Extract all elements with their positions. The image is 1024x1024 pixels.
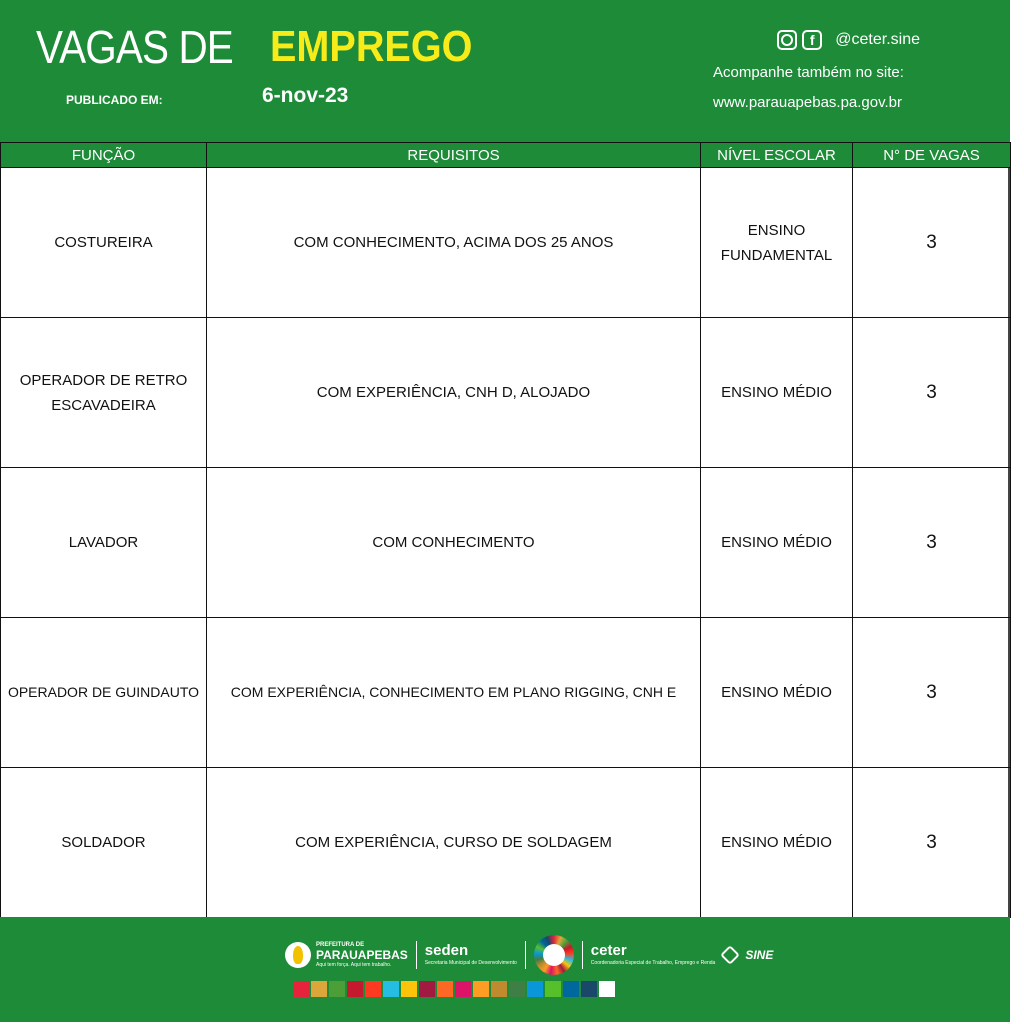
cell-nivel: ENSINO MÉDIO xyxy=(701,318,853,468)
cell-requisitos: COM EXPERIÊNCIA, CNH D, ALOJADO xyxy=(207,318,701,468)
cell-funcao: OPERADOR DE RETRO ESCAVADEIRA xyxy=(1,318,207,468)
sdg-goal-icon xyxy=(545,981,561,997)
table-row xyxy=(1,768,1011,918)
jobs-table xyxy=(0,142,1011,918)
sdg-goal-icon xyxy=(365,981,381,997)
cell-vagas: 3 xyxy=(853,618,1011,768)
cell-nivel: ENSINO MÉDIO xyxy=(701,768,853,918)
sdg-goal-icon xyxy=(473,981,489,997)
partner-logos xyxy=(285,935,773,975)
sdg-goal-icon xyxy=(383,981,399,997)
prefeitura-slogan: Aqui tem força. Aqui tem trabalho. xyxy=(316,962,392,968)
social-handle: @ceter.sine xyxy=(835,31,920,48)
cell-vagas: 3 xyxy=(853,468,1011,618)
logo-divider xyxy=(582,941,583,969)
instagram-icon[interactable] xyxy=(777,30,797,50)
header-requisitos: REQUISITOS xyxy=(207,143,701,168)
cell-requisitos: COM EXPERIÊNCIA, CONHECIMENTO EM PLANO RIGGING, CNH E xyxy=(207,618,701,768)
seden-subtitle: Secretaria Municipal de Desenvolvimento xyxy=(424,960,517,966)
cell-nivel: ENSINO FUNDAMENTAL xyxy=(701,168,853,318)
sdg-goal-icon xyxy=(293,981,309,997)
header-numero-vagas: N° DE VAGAS xyxy=(853,143,1011,168)
cell-vagas: 3 xyxy=(853,768,1011,918)
facebook-icon[interactable]: f xyxy=(802,30,822,50)
social-links xyxy=(777,30,920,50)
seden-name: seden xyxy=(424,942,469,959)
cell-nivel: ENSINO MÉDIO xyxy=(701,618,853,768)
cell-funcao: OPERADOR DE GUINDAUTO xyxy=(1,618,207,768)
cell-vagas: 3 xyxy=(853,168,1011,318)
sdg-goal-icon xyxy=(563,981,579,997)
sine-name: SINE xyxy=(745,948,774,962)
table-row xyxy=(1,618,1011,768)
sdg-goal-icon xyxy=(401,981,417,997)
sdg-goal-icon xyxy=(437,981,453,997)
sdg-goal-icon xyxy=(311,981,327,997)
sine-logo-icon xyxy=(720,945,740,965)
footer-banner xyxy=(0,917,1010,1022)
cell-requisitos: COM EXPERIÊNCIA, CURSO DE SOLDAGEM xyxy=(207,768,701,918)
sdg-goal-icon xyxy=(581,981,597,997)
cell-requisitos: COM CONHECIMENTO xyxy=(207,468,701,618)
cell-requisitos: COM CONHECIMENTO, ACIMA DOS 25 ANOS xyxy=(207,168,701,318)
cell-nivel: ENSINO MÉDIO xyxy=(701,468,853,618)
sdg-wheel-icon xyxy=(534,935,574,975)
sdg-goal-icon xyxy=(599,981,615,997)
table-row xyxy=(1,168,1011,318)
prefeitura-logo xyxy=(285,940,408,970)
ceter-name: ceter xyxy=(590,942,627,959)
sdg-goal-icon xyxy=(491,981,507,997)
sdg-goal-icon xyxy=(329,981,345,997)
cell-vagas: 3 xyxy=(853,318,1011,468)
table-row xyxy=(1,318,1011,468)
sdg-goal-icon xyxy=(347,981,363,997)
title-vagas-de: VAGAS DE xyxy=(36,21,233,73)
sdg-goal-icon xyxy=(509,981,525,997)
seden-logo xyxy=(425,943,517,967)
prefeitura-small-text: PREFEITURA DE xyxy=(316,942,365,948)
header-nivel-escolar: NÍVEL ESCOLAR xyxy=(701,143,853,168)
cell-funcao: LAVADOR xyxy=(1,468,207,618)
header-funcao: FUNÇÃO xyxy=(1,143,207,168)
published-date: 6-nov-23 xyxy=(262,84,349,107)
published-label: PUBLICADO EM: xyxy=(66,93,163,107)
sdg-goal-icon xyxy=(527,981,543,997)
site-url[interactable]: www.parauapebas.pa.gov.br xyxy=(713,94,903,111)
logo-divider xyxy=(525,941,526,969)
table-header-row xyxy=(1,143,1011,168)
title-emprego: EMPREGO xyxy=(270,22,473,71)
prefeitura-name: PARAUAPEBAS xyxy=(316,948,408,962)
header-banner xyxy=(0,0,1010,142)
logo-divider xyxy=(416,941,417,969)
sdg-goals-strip xyxy=(293,981,615,997)
prefeitura-emblem-icon xyxy=(285,942,311,968)
site-caption: Acompanhe também no site: xyxy=(713,64,904,81)
ceter-subtitle: Coordenadoria Especial de Trabalho, Emprego e Renda xyxy=(590,960,716,966)
cell-funcao: SOLDADOR xyxy=(1,768,207,918)
ceter-logo xyxy=(591,943,716,967)
cell-funcao: COSTUREIRA xyxy=(1,168,207,318)
sdg-goal-icon xyxy=(419,981,435,997)
table-row xyxy=(1,468,1011,618)
sdg-goal-icon xyxy=(455,981,471,997)
